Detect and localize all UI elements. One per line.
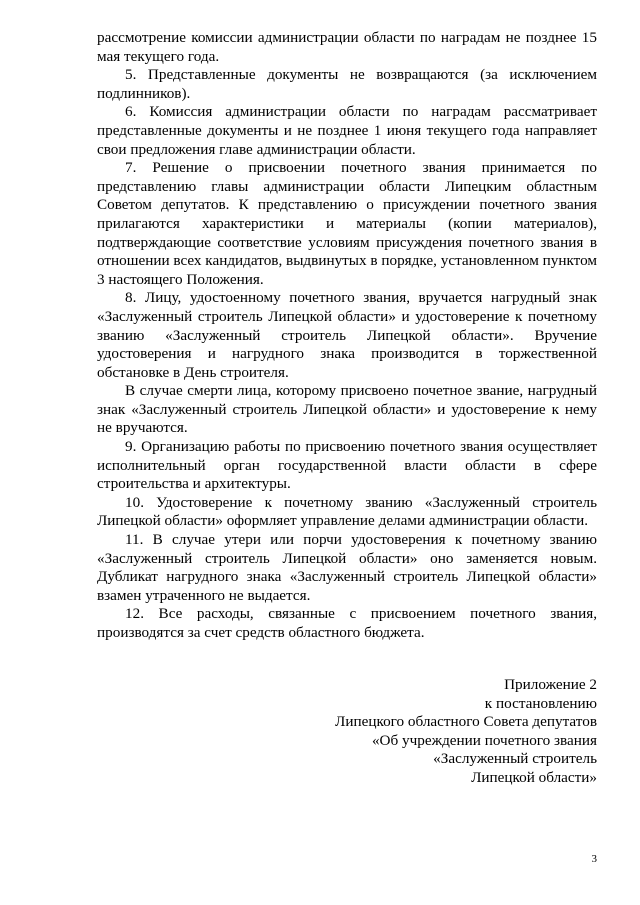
- appendix-title: Приложение 2: [504, 676, 597, 693]
- page-number: 3: [591, 853, 597, 865]
- paragraph-item-7: 7. Решение о присвоении почетного звания принимается по представлению главы администрации области Липецким областным Советом депутатов. К представлению о присуждении почетного звания прилагаются характеристики и материалы (копии материалов), подтверждающие соответствие условиям присуждения почетного звания в отношении всех кандидатов, выдвинутых в порядке, установленном пунктом 3 настоящего Положения.: [97, 159, 597, 288]
- appendix-header: [277, 676, 597, 788]
- appendix-line-council: Липецкого областного Совета депутатов: [335, 713, 597, 731]
- paragraph-item-6: 6. Комиссия администрации области по наградам рассматривает представленные документы и не позднее 1 июня текущего года направляет свои предложения главе администрации области.: [97, 103, 597, 158]
- paragraph-item-12: 12. Все расходы, связанные с присвоением почетного звания, производятся за счет средств областного бюджета.: [97, 605, 597, 641]
- paragraph-item-9: 9. Организацию работы по присвоению почетного звания осуществляет исполнительный орган государственной власти области в сфере строительства и архитектуры.: [97, 438, 597, 493]
- paragraph-item-11: 11. В случае утери или порчи удостоверения к почетному званию «Заслуженный строитель Липецкой области» оно заменяется новым. Дубликат нагрудного знака «Заслуженный строитель Липецкой области» взамен утраченного не выдается.: [97, 531, 597, 604]
- document-body: [97, 29, 597, 643]
- appendix-line-resolution: к постановлению: [484, 694, 597, 712]
- appendix-line-establishment: «Об учреждении почетного звания: [371, 731, 597, 749]
- paragraph-item-5: 5. Представленные документы не возвращаются (за исключением подлинников).: [97, 66, 597, 102]
- paragraph-continuation: рассмотрение комиссии администрации области по наградам не позднее 15 мая текущего года.: [97, 29, 597, 65]
- appendix-line-region: Липецкой области»: [471, 768, 597, 786]
- appendix-line-title-name: «Заслуженный строитель: [433, 750, 597, 768]
- paragraph-item-10: 10. Удостоверение к почетному званию «Заслуженный строитель Липецкой области» оформляет управление делами администрации области.: [97, 493, 597, 530]
- paragraph-item-8: 8. Лицу, удостоенному почетного звания, вручается нагрудный знак «Заслуженный строитель Липецкой области» и удостоверение к почетному званию «Заслуженный строитель Липецкой области». Вручение удостоверения и нагрудного знака производится в торжественной обстановке в День строителя.: [97, 289, 597, 381]
- paragraph-item-8-death-case: В случае смерти лица, которому присвоено почетное звание, нагрудный знак «Заслуженный строитель Липецкой области» и удостоверение к нему не вручаются.: [97, 382, 597, 437]
